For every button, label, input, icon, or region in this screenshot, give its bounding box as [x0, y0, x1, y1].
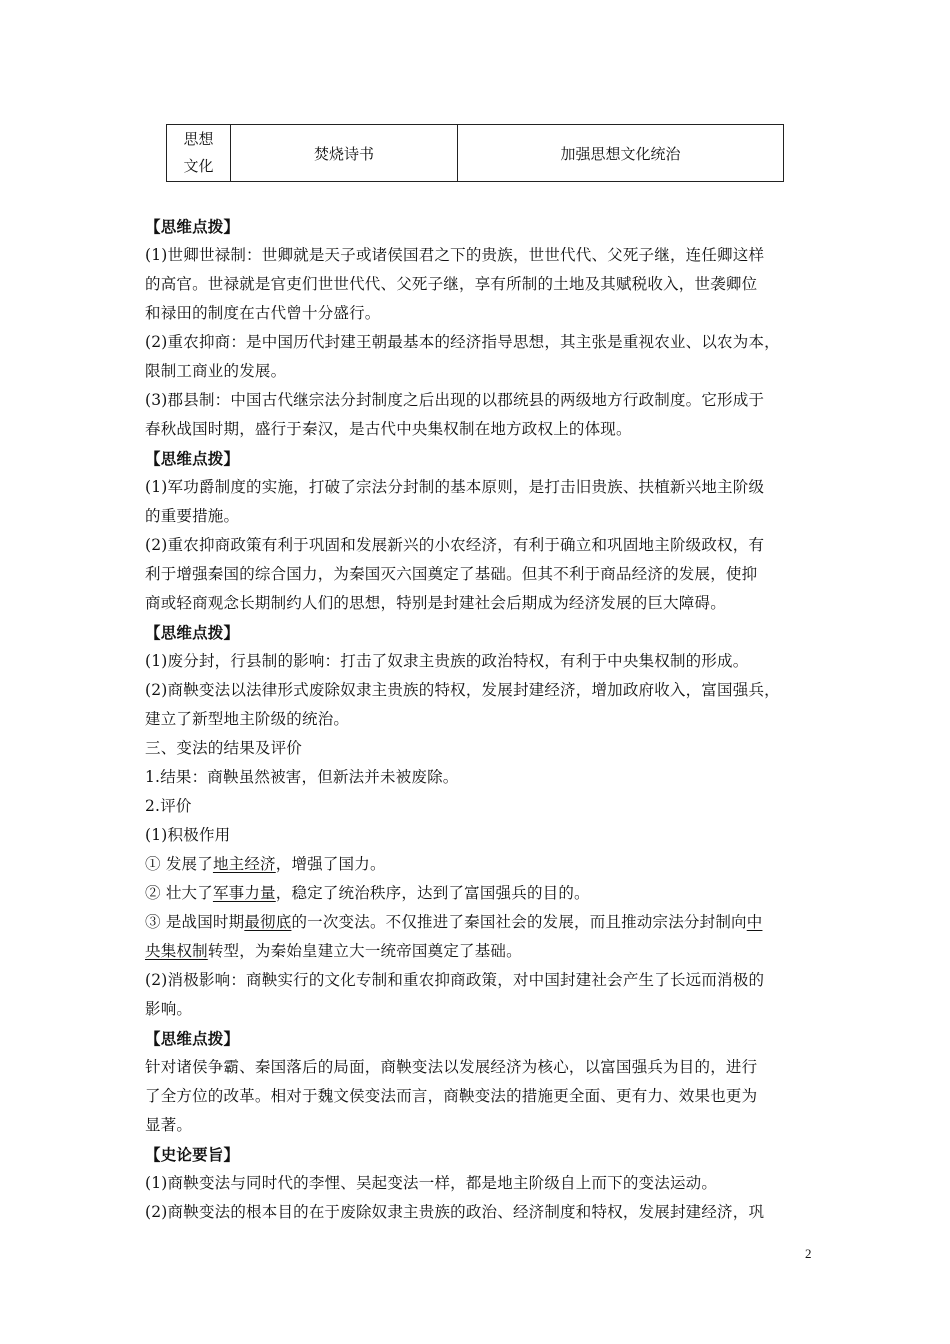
- section-heading: 【思维点拨】: [145, 449, 240, 468]
- text-line: [145, 937, 817, 966]
- text-span: ，稳定了统治秩序，达到了富国强兵的目的。: [275, 884, 590, 902]
- text-line: 的重要措施。: [145, 507, 240, 525]
- measures-table: [166, 124, 784, 182]
- text-line: 影响。: [145, 1000, 193, 1018]
- text-line: (2)重农抑商政策有利于巩固和发展新兴的小农经济，有利于确立和巩固地主阶级政权，有: [145, 536, 765, 554]
- text-line: 建立了新型地主阶级的统治。: [145, 710, 350, 728]
- section-heading: 【思维点拨】: [145, 623, 240, 642]
- text-line: (1)积极作用: [145, 826, 231, 844]
- text-line: 和禄田的制度在古代曾十分盛行。: [145, 304, 381, 322]
- text-line: (1)世卿世禄制：世卿就是天子或诸侯国君之下的贵族，世世代代、父死子继，连任卿这样: [145, 246, 765, 264]
- text-line: 三、变法的结果及评价: [145, 739, 303, 757]
- text-line: 1.结果：商鞅虽然被害，但新法并未被废除。: [145, 768, 459, 786]
- underlined-key-term: 军事力量: [212, 884, 276, 902]
- text-line: [145, 908, 817, 937]
- table-measure-cell: 焚烧诗书: [231, 125, 458, 181]
- text-line: 2.评价: [145, 797, 192, 815]
- text-line: (1)废分封，行县制的影响：打击了奴隶主贵族的政治特权，有利于中央集权制的形成。: [145, 652, 749, 670]
- table-category-cell: [167, 125, 231, 181]
- underlined-key-term: 央集权制: [145, 942, 208, 960]
- text-line: 针对诸侯争霸、秦国落后的局面，商鞅变法以发展经济为核心，以富国强兵为目的，进行: [145, 1058, 758, 1076]
- text-line: (2)重农抑商：是中国历代封建王朝最基本的经济指导思想，其主张是重视农业、以农为本，: [145, 333, 780, 351]
- underlined-key-term: 中: [746, 913, 763, 931]
- page-number: 2: [805, 1246, 812, 1261]
- text-line: 限制工商业的发展。: [145, 362, 287, 380]
- text-span: ③ 是战国时期: [145, 913, 245, 931]
- text-span: ① 发展了: [145, 855, 213, 873]
- text-line: 显著。: [145, 1116, 193, 1134]
- underlined-key-term: 地主经济: [212, 855, 276, 873]
- text-line: 春秋战国时期，盛行于秦汉，是古代中央集权制在地方政权上的体现。: [145, 420, 632, 438]
- document-body: [145, 212, 817, 1227]
- text-span: ② 壮大了: [145, 884, 213, 902]
- text-line: (2)商鞅变法的根本目的在于废除奴隶主贵族的政治、经济制度和特权，发展封建经济，巩: [145, 1203, 765, 1221]
- text-span: 转型，为秦始皇建立大一统帝国奠定了基础。: [207, 942, 522, 960]
- text-line: (3)郡县制：中国古代继宗法分封制度之后出现的以郡统县的两级地方行政制度。它形成于: [145, 391, 765, 409]
- text-line: 了全方位的改革。相对于魏文侯变法而言，商鞅变法的措施更全面、更有力、效果也更为: [145, 1087, 758, 1105]
- category-line-2: 文化: [183, 157, 214, 175]
- underlined-key-term: 最彻底: [244, 913, 292, 931]
- section-heading: 【思维点拨】: [145, 217, 240, 236]
- table-purpose-cell: 加强思想文化统治: [560, 144, 681, 163]
- text-span: ，增强了国力。: [275, 855, 386, 873]
- category-line-1: 思想: [183, 130, 214, 148]
- text-line: 的高官。世禄就是官吏们世世代代、父死子继，享有所制的土地及其赋税收入，世袭卿位: [145, 275, 758, 293]
- text-line: 利于增强秦国的综合国力，为秦国灭六国奠定了基础。但其不利于商品经济的发展，使抑: [145, 565, 758, 583]
- text-line: (1)商鞅变法与同时代的李悝、吴起变法一样，都是地主阶级自上而下的变法运动。: [145, 1174, 718, 1192]
- section-heading: 【史论要旨】: [145, 1145, 240, 1164]
- text-line: (2)商鞅变法以法律形式废除奴隶主贵族的特权，发展封建经济，增加政府收入，富国强兵，: [145, 681, 780, 699]
- text-span: 的一次变法。不仅推进了秦国社会的发展，而且推动宗法分封制向: [291, 913, 747, 931]
- text-line: [145, 850, 817, 879]
- section-heading: 【思维点拨】: [145, 1029, 240, 1048]
- text-line: (1)军功爵制度的实施，打破了宗法分封制的基本原则，是打击旧贵族、扶植新兴地主阶级: [145, 478, 765, 496]
- text-line: [145, 879, 817, 908]
- text-line: 商或轻商观念长期制约人们的思想，特别是封建社会后期成为经济发展的巨大障碍。: [145, 594, 726, 612]
- text-line: (2)消极影响：商鞅实行的文化专制和重农抑商政策，对中国封建社会产生了长远而消极的: [145, 971, 765, 989]
